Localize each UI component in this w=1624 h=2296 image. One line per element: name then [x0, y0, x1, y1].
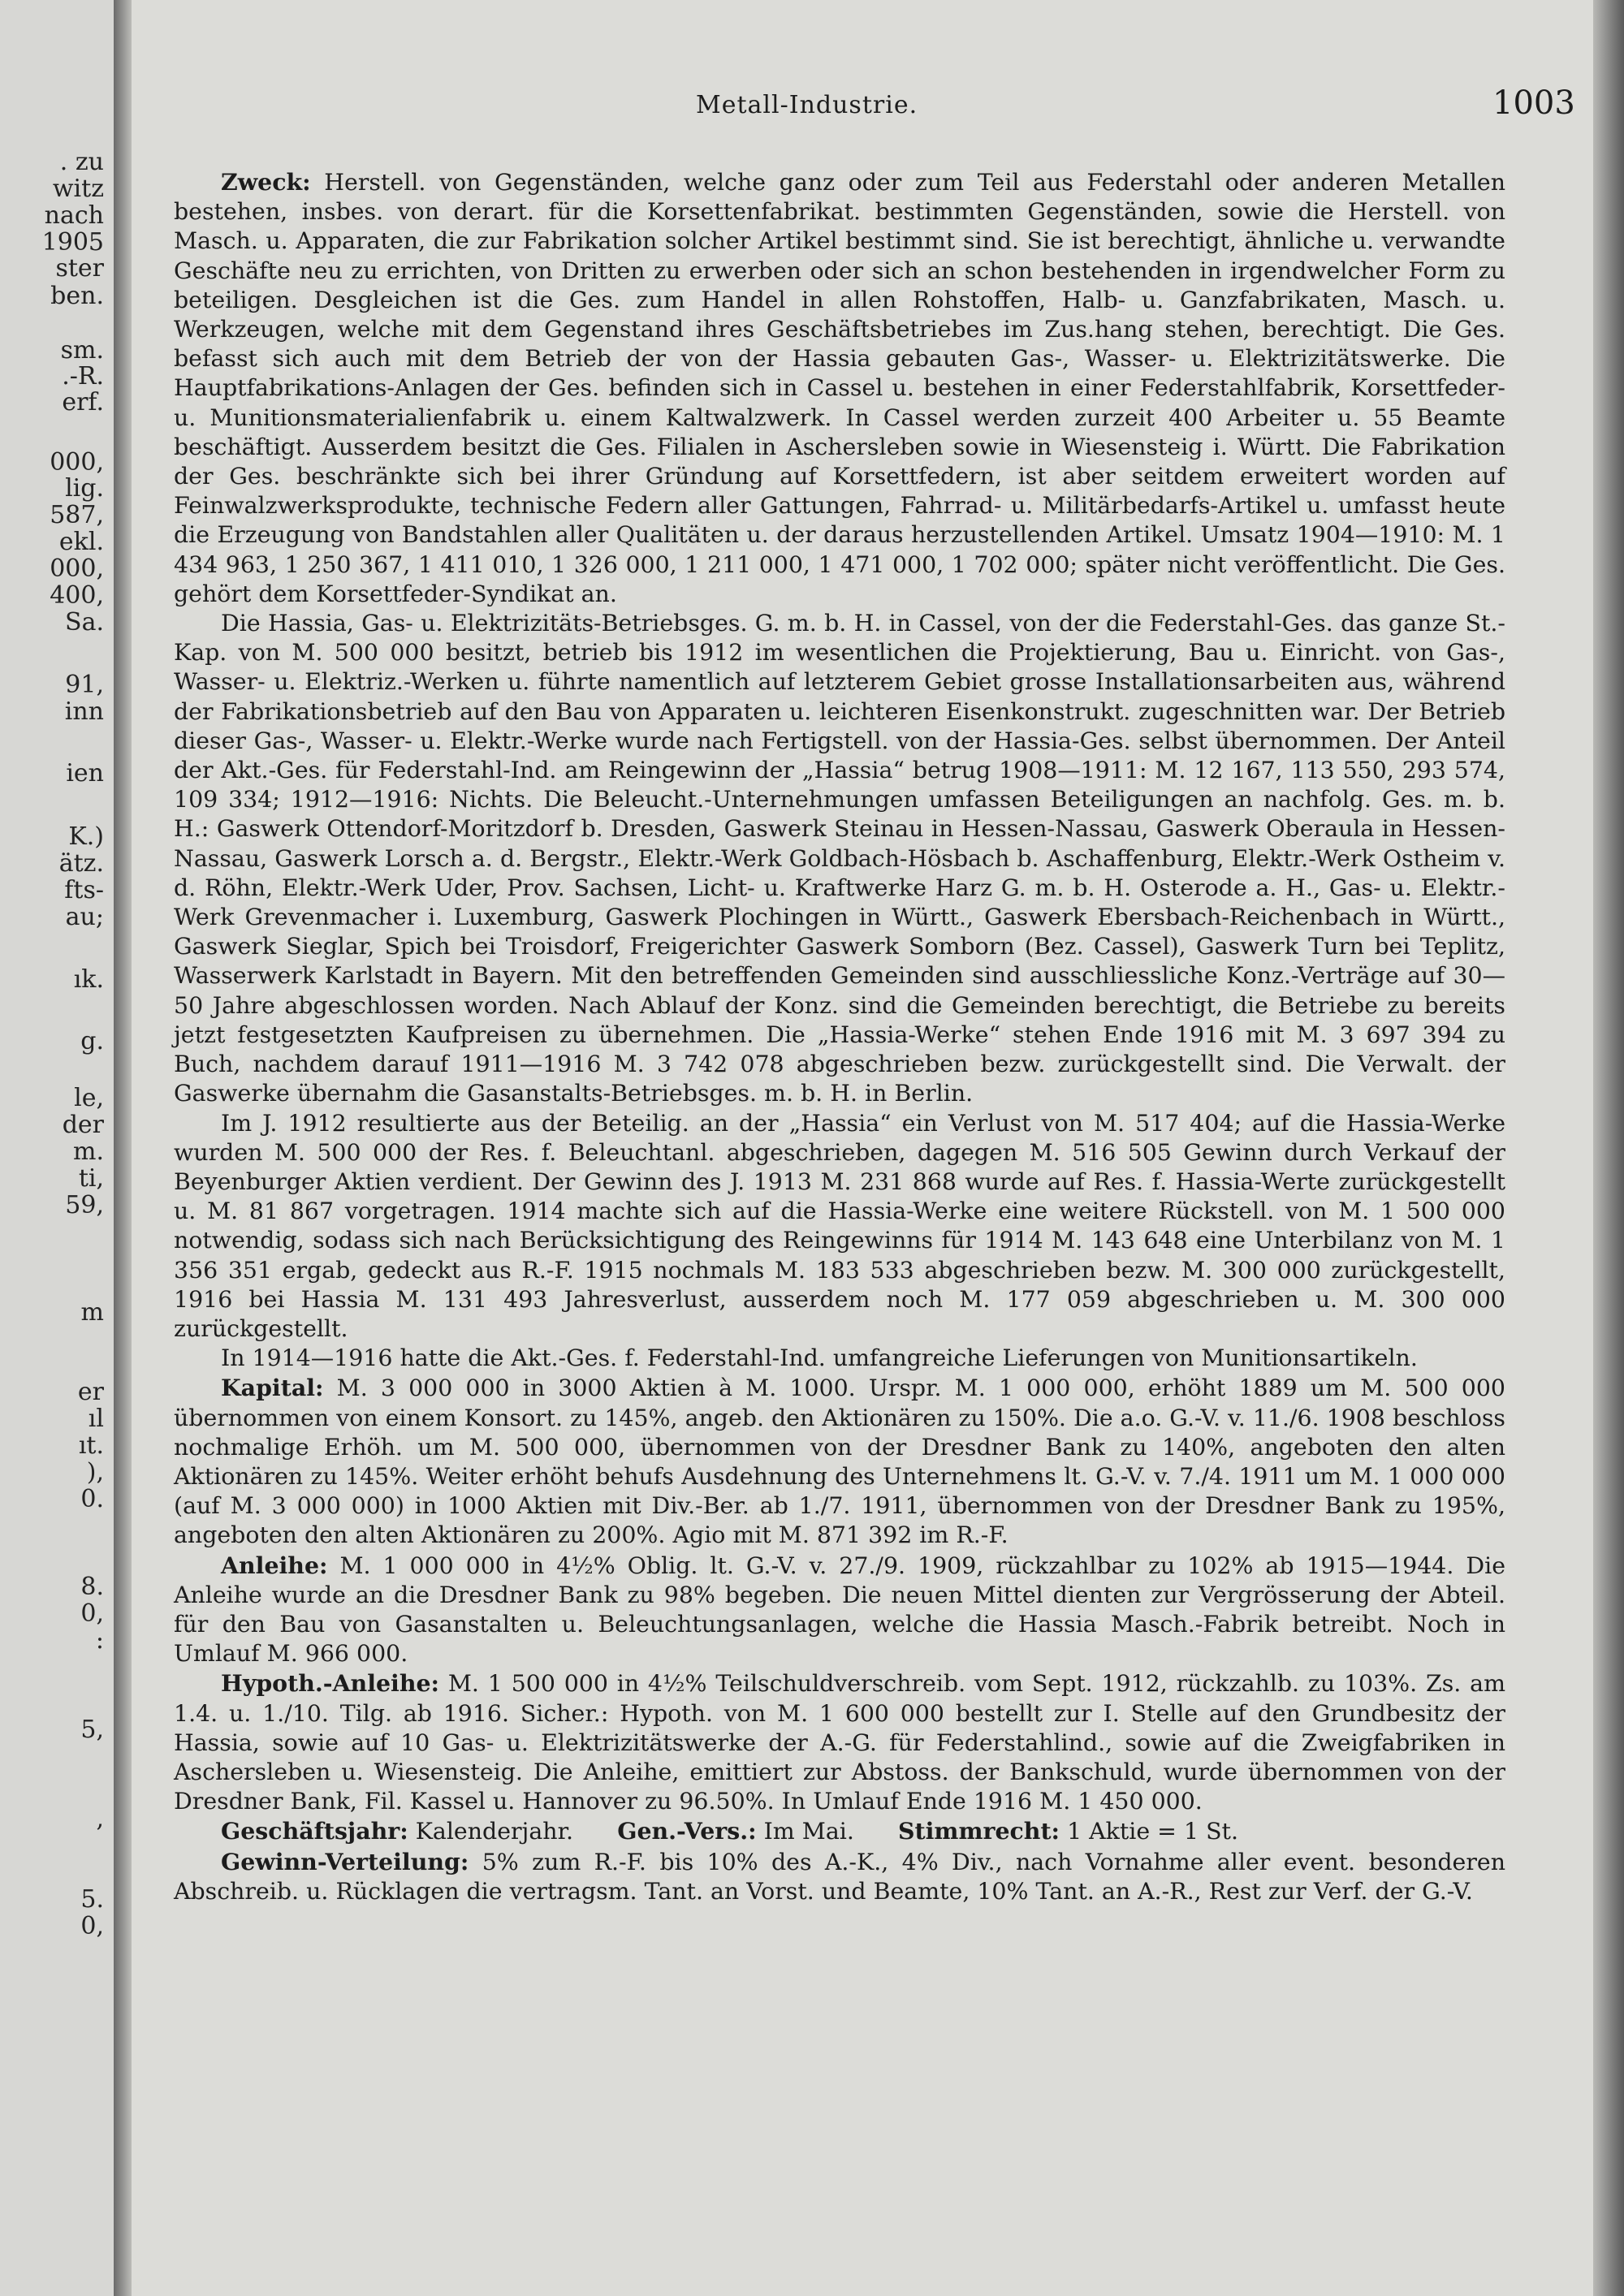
- margin-fragment: der: [62, 1111, 104, 1139]
- text-hypoth: M. 1 500 000 in 4½% Teilschuldverschreib. vom Sept. 1912, rückzahlb. zu 103%. Zs. am 1.4. u. 1./10. Tilg. ab 1916. Sicher.: Hypoth. von M. 1 600 000 bestellt zur I. Stelle auf den Grundbesitz der Hassia, sowie auf 10 Gas- u. Elektrizitätswerke der A.-G. für Federstahlind., sowie auf die Zweigfabriken in Aschersleben u. Wiesensteig. Die Anleihe, emittiert zur Abstoss. der Bankschuld, wurde übernommen von der Dresdner Bank, Fil. Kassel u. Hannover zu 96.50%. In Umlauf Ende 1916 M. 1 450 000.: [174, 1670, 1505, 1815]
- label-zweck: Zweck:: [221, 168, 311, 196]
- page-number: 1003: [1492, 84, 1575, 122]
- label-hypoth: Hypoth.-Anleihe:: [221, 1669, 440, 1698]
- text-stimmrecht: 1 Aktie = 1 St.: [1060, 1818, 1238, 1845]
- margin-fragment: 91,: [65, 671, 104, 699]
- margin-fragment: ıt.: [78, 1431, 104, 1460]
- label-stimmrecht: Stimmrecht:: [898, 1817, 1060, 1845]
- paragraph-kapital: [174, 1373, 1505, 1550]
- margin-fragment: ti,: [78, 1164, 104, 1193]
- margin-fragment: ster: [55, 254, 104, 283]
- margin-fragment: inn: [64, 697, 104, 726]
- margin-fragment: . zu: [59, 148, 104, 176]
- text-anleihe: M. 1 000 000 in 4½% Oblig. lt. G.-V. v. 27./9. 1909, rückzahlbar zu 102% ab 1915—1944. Die Anleihe wurde an die Dresdner Bank zu 98% begeben. Die neuen Mittel dienten zur Vergrösserung der Abteil. für den Bau von Gasanstalten u. Beleuchtungsanlagen, welche die Hassia Masch.-Fabrik betreibt. Noch in Umlauf M. 966 000.: [174, 1552, 1505, 1668]
- paragraph-geschaeftsjahr: [174, 1816, 1505, 1846]
- margin-fragment: 8.: [80, 1573, 104, 1601]
- label-gewinn: Gewinn-Verteilung:: [221, 1847, 469, 1875]
- margin-fragment: er: [77, 1378, 104, 1406]
- margin-fragment: fts-: [64, 876, 104, 904]
- margin-fragment: ,: [96, 1805, 104, 1833]
- label-gen-vers: Gen.-Vers.:: [617, 1817, 757, 1845]
- text-geschaeftsjahr: Kalenderjahr.: [408, 1818, 574, 1845]
- text-gen-vers: Im Mai.: [756, 1818, 854, 1845]
- margin-fragment: 000,: [50, 555, 104, 583]
- text-gewinn: 5% zum R.-F. bis 10% des A.-K., 4% Div., nach Vornahme aller event. besonderen Abschreib. u. Rücklagen die vertragsm. Tant. an Vorst. und Beamte, 10% Tant. an A.-R., Rest zur Verf. der G.-V.: [174, 1848, 1505, 1905]
- text-kapital: M. 3 000 000 in 3000 Aktien à M. 1000. Urspr. M. 1 000 000, erhöht 1889 um M. 500 000 übernommen von einem Konsort. zu 145%, angeb. den Aktionären zu 150%. Die a.o. G.-V. v. 11./6. 1908 beschloss nochmalige Erhöh. um M. 500 000, übernommen von der Dresdner Bank zu 140%, angeboten den alten Aktionären zu 145%. Weiter erhöht behufs Ausdehnung des Unternehmens lt. G.-V. v. 7./4. 1911 um M. 1 000 000 (auf M. 3 000 000) in 1000 Aktien mit Div.-Ber. ab 1./7. 1911, übernommen von der Dresdner Bank zu 195%, angeboten den alten Aktionären zu 200%. Agio mit M. 871 392 im R.-F.: [174, 1375, 1505, 1549]
- margin-fragment: 0,: [80, 1912, 104, 1940]
- margin-fragment: sm.: [60, 336, 104, 365]
- margin-fragment: m.: [73, 1137, 104, 1166]
- paragraph-anleihe: [174, 1551, 1505, 1669]
- margin-fragment: 59,: [65, 1191, 104, 1219]
- body-text: [174, 167, 1505, 1906]
- margin-fragment: m: [80, 1298, 104, 1327]
- document-page: [132, 0, 1593, 2296]
- margin-fragment: 5,: [80, 1716, 104, 1744]
- margin-fragment: au;: [65, 903, 104, 931]
- paragraph-lieferungen: [174, 1344, 1505, 1373]
- margin-fragment: K.): [68, 822, 104, 851]
- margin-fragment: 000,: [50, 448, 104, 477]
- margin-fragment: ien: [66, 759, 104, 788]
- margin-fragment: g.: [80, 1027, 104, 1055]
- margin-fragment: ätz.: [58, 849, 104, 878]
- margin-fragment: 587,: [50, 501, 104, 529]
- margin-fragment: witz: [52, 175, 104, 203]
- label-geschaeftsjahr: Geschäftsjahr:: [221, 1817, 408, 1845]
- paragraph-hypoth: [174, 1668, 1505, 1816]
- margin-fragment: 0.: [80, 1485, 104, 1513]
- margin-fragment: 1905: [41, 228, 104, 257]
- margin-fragment: 0,: [80, 1599, 104, 1628]
- margin-fragment: lig.: [65, 474, 104, 503]
- margin-fragment: :: [95, 1626, 104, 1655]
- text-lieferungen: In 1914—1916 hatte die Akt.-Ges. f. Federstahl-Ind. umfangreiche Lieferungen von Munitionsartikeln.: [221, 1344, 1418, 1372]
- page-edge: [1593, 0, 1624, 2296]
- paragraph-hassia: [174, 609, 1505, 1108]
- margin-fragment: 400,: [50, 581, 104, 610]
- margin-fragment: 5.: [80, 1885, 104, 1914]
- margin-fragment: erf.: [62, 388, 104, 416]
- text-verlust: Im J. 1912 resultierte aus der Beteilig. an der „Hassia“ ein Verlust von M. 517 404; auf die Hassia-Werke wurden M. 500 000 der Res. f. Beleuchtanl. abgeschrieben, dagegen M. 516 505 Gewinn durch Verkauf der Beyenburger Aktien verdient. Der Gewinn des J. 1913 M. 231 868 wurde auf Res. f. Hassia-Werte zurückgestellt u. M. 81 867 vorgetragen. 1914 machte sich auf die Hassia-Werke eine weitere Rückstell. von M. 1 500 000 notwendig, sodass sich nach Berücksichtigung des Reingewinns für 1914 M. 143 648 eine Unterbilanz von M. 1 356 351 ergab, gedeckt aus R.-F. 1915 nochmals M. 183 533 abgeschrieben bezw. M. 300 000 zurückgestellt, 1916 bei Hassia M. 131 493 Jahresverlust, ausserdem noch M. 177 059 abgeschrieben u. M. 300 000 zurückgestellt.: [174, 1109, 1505, 1342]
- margin-fragment: ),: [86, 1458, 104, 1487]
- book-gutter: [114, 0, 132, 2296]
- margin-fragment: Sa.: [65, 608, 104, 637]
- paragraph-gewinn: [174, 1847, 1505, 1906]
- label-kapital: Kapital:: [221, 1374, 324, 1402]
- text-zweck: Herstell. von Gegenständen, welche ganz oder zum Teil aus Federstahl oder anderen Metallen bestehen, insbes. von derart. für die Korsettenfabrikat. bestimmten Gegenständen, sowie die Herstell. von Masch. u. Apparaten, die zur Fabrikation solcher Artikel bestimmt sind. Sie ist berechtigt, ähnliche u. verwandte Geschäfte neu zu errichten, von Dritten zu erwerben oder sich an schon bestehenden in irgendwelcher Form zu beteiligen. Desgleichen ist die Ges. zum Handel in allen Rohstoffen, Halb- u. Ganzfabrikaten, Masch. u. Werkzeugen, welche mit dem Gegenstand ihres Geschäftsbetriebes im Zus.hang stehen, berechtigt. Die Ges. befasst sich auch mit dem Betrieb der von der Hassia gebauten Gas-, Wasser- u. Elektrizitätswerke. Die Hauptfabrikations-Anlagen der Ges. befinden sich in Cassel u. bestehen in einer Federstahlfabrik, Korsettfeder- u. Munitionsmaterialienfabrik u. einem Kaltwalzwerk. In Cassel werden zurzeit 400 Arbeiter u. 55 Beamte beschäftigt. Ausserdem besitzt die Ges. Filialen in Aschersleben sowie in Wiesensteig i. Württ. Die Fabrikation der Ges. beschränkte sich bei ihrer Gründung auf Korsettfedern, ist aber seitdem erweitert worden auf Feinwalzwerksprodukte, technische Federn aller Gattungen, Fahrrad- u. Militärbedarfs-Artikel u. umfasst heute die Erzeugung von Bandstahlen aller Qualitäten u. der daraus herzustellenden Artikel. Umsatz 1904—1910: M. 1 434 963, 1 250 367, 1 411 010, 1 326 000, 1 211 000, 1 471 000, 1 702 000; später nicht veröffentlicht. Die Ges. gehört dem Korsettfeder-Syndikat an.: [174, 169, 1505, 607]
- running-head: Metall-Industrie.: [696, 91, 918, 119]
- margin-fragment: .-R.: [62, 362, 104, 391]
- label-anleihe: Anleihe:: [221, 1551, 328, 1579]
- left-page-fragment: [0, 0, 116, 2296]
- margin-fragment: ıl: [88, 1405, 104, 1433]
- margin-fragment: ık.: [73, 965, 104, 994]
- margin-fragment: nach: [44, 201, 104, 230]
- paragraph-zweck: [174, 167, 1505, 609]
- text-hassia: Die Hassia, Gas- u. Elektrizitäts-Betriebsges. G. m. b. H. in Cassel, von der die Federstahl-Ges. das ganze St.-Kap. von M. 500 000 besitzt, betrieb bis 1912 im wesentlichen die Projektierung, Bau u. Einricht. von Gas-, Wasser- u. Elektriz.-Werken u. führte namentlich auf letzterem Gebiet grosse Installationsarbeiten aus, während der Fabrikationsbetrieb auf den Bau von Apparaten u. leichteren Eisenkonstrukt. zugeschnitten war. Der Betrieb dieser Gas-, Wasser- u. Elektr.-Werke wurde nach Fertigstell. von der Hassia-Ges. selbst übernommen. Der Anteil der Akt.-Ges. für Federstahl-Ind. am Reingewinn der „Hassia“ betrug 1908—1911: M. 12 167, 113 550, 293 574, 109 334; 1912—1916: Nichts. Die Beleucht.-Unternehmungen umfassen Beteiligungen an nachfolg. Ges. m. b. H.: Gaswerk Ottendorf-Moritzdorf b. Dresden, Gaswerk Steinau in Hessen-Nassau, Gaswerk Oberaula in Hessen-Nassau, Gaswerk Lorsch a. d. Bergstr., Elektr.-Werk Goldbach-Hösbach b. Aschaffenburg, Elektr.-Werk Ostheim v. d. Röhn, Elektr.-Werk Uder, Prov. Sachsen, Licht- u. Kraftwerke Harz G. m. b. H. Osterode a. H., Gas- u. Elektr.-Werk Grevenmacher i. Luxemburg, Gaswerk Plochingen in Württ., Gaswerk Ebersbach-Reichenbach in Württ., Gaswerk Sieglar, Spich bei Troisdorf, Freigerichter Gaswerk Somborn (Bez. Cassel), Gaswerk Turn bei Teplitz, Wasserwerk Karlstadt in Bayern. Mit den betreffenden Gemeinden sind ausschliessliche Konz.-Verträge auf 30—50 Jahre abgeschlossen worden. Nach Ablauf der Konz. sind die Gemeinden berechtigt, die Betriebe zu bereits jetzt festgesetzten Kaufpreisen zu übernehmen. Die „Hassia-Werke“ stehen Ende 1916 mit M. 3 697 394 zu Buch, nachdem darauf 1911—1916 M. 3 742 078 abgeschrieben bezw. zurückgestellt sind. Die Verwalt. der Gaswerke übernahm die Gasanstalts-Betriebsges. m. b. H. in Berlin.: [174, 610, 1505, 1107]
- margin-fragment: le,: [74, 1084, 104, 1112]
- margin-fragment: ekl.: [58, 528, 104, 556]
- margin-fragment: ben.: [50, 282, 104, 310]
- paragraph-verlust: [174, 1109, 1505, 1344]
